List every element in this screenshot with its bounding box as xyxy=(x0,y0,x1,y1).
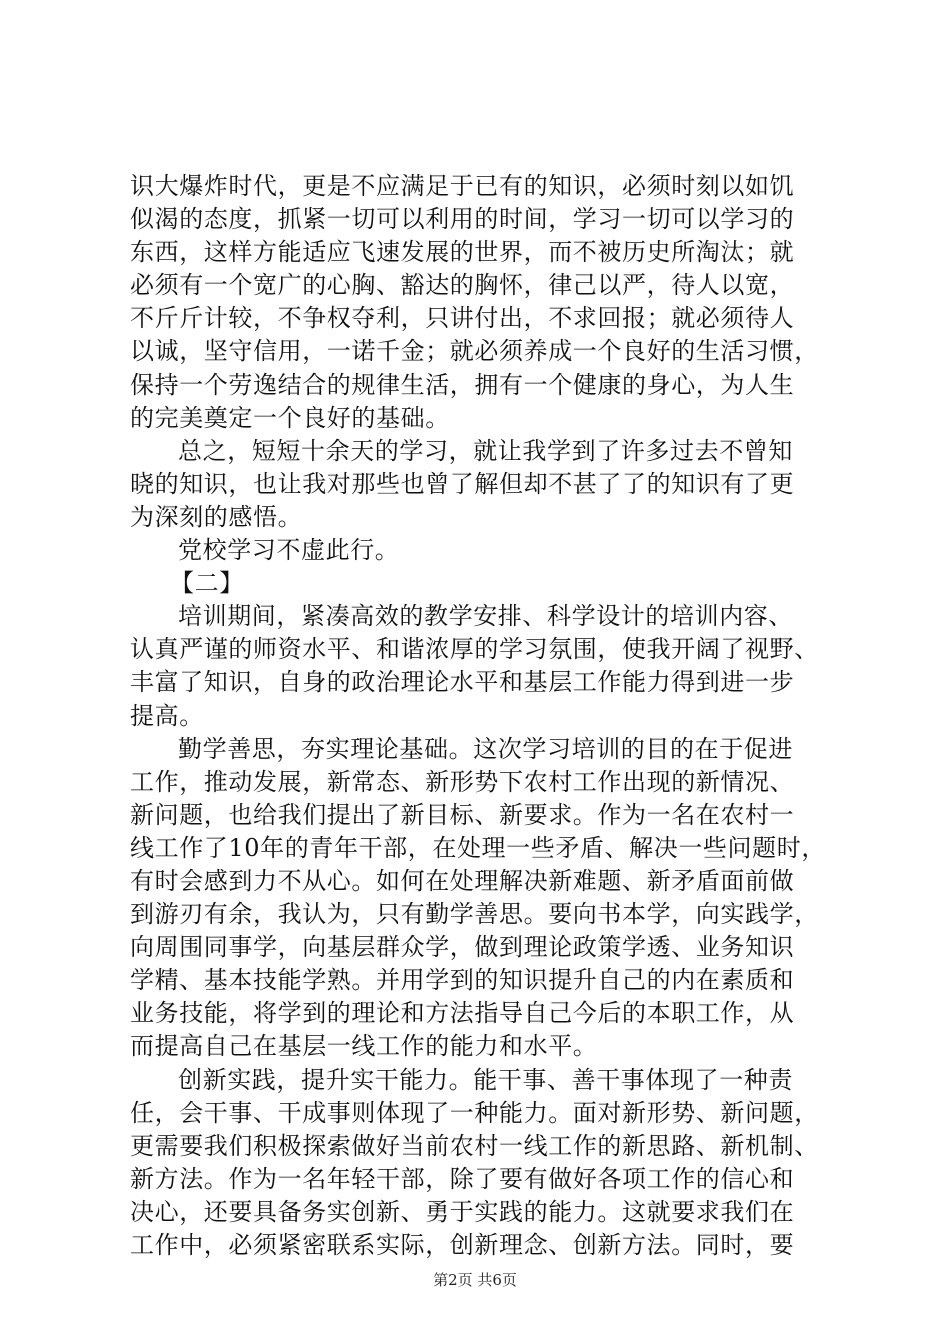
text-line: 认真严谨的师资水平、和谐浓厚的学习氛围，使我开阔了视野、 xyxy=(130,635,819,664)
text-line: 学精、基本技能学熟。并用学到的知识提升自己的内在素质和 xyxy=(130,966,795,995)
text-line: 新问题，也给我们提出了新目标、新要求。作为一名在农村一 xyxy=(130,800,795,829)
text-line: 似渴的态度，抓紧一切可以利用的时间，学习一切可以学习的 xyxy=(130,205,795,234)
paragraph-start-line: 党校学习不虚此行。 xyxy=(178,536,400,565)
text-line: 不斤斤计较，不争权夺利，只讲付出，不求回报；就必须待人 xyxy=(130,304,795,333)
paragraph-start-line: 勤学善思，夯实理论基础。这次学习培训的目的在于促进 xyxy=(178,734,793,763)
text-line: 有时会感到力不从心。如何在处理解决新难题、新矛盾面前做 xyxy=(130,866,795,895)
text-line: 向周围同事学，向基层群众学，做到理论政策学透、业务知识 xyxy=(130,933,795,962)
text-line: 任，会干事、干成事则体现了一种能力。面对新形势、新问题， xyxy=(130,1098,819,1127)
text-line: 提高。 xyxy=(130,701,204,730)
text-line: 到游刃有余，我认为，只有勤学善思。要向书本学，向实践学， xyxy=(130,900,819,929)
paragraph-start-line: 创新实践，提升实干能力。能干事、善干事体现了一种责 xyxy=(178,1065,793,1094)
text-line: 线工作了10年的青年干部，在处理一些矛盾、解决一些问题时， xyxy=(130,833,826,862)
page-number-footer: 第2页 共6页 xyxy=(433,1271,517,1289)
section-heading: 【二】 xyxy=(170,569,244,598)
text-line: 保持一个劳逸结合的规律生活，拥有一个健康的身心，为人生 xyxy=(130,370,795,399)
text-line: 的完美奠定一个良好的基础。 xyxy=(130,403,450,432)
paragraph-start-line: 培训期间，紧凑高效的教学安排、科学设计的培训内容、 xyxy=(178,602,793,631)
text-line: 工作中，必须紧密联系实际，创新理念、创新方法。同时，要 xyxy=(130,1231,795,1259)
document-body xyxy=(130,170,830,1262)
text-line: 丰富了知识，自身的政治理论水平和基层工作能力得到进一步 xyxy=(130,668,795,697)
text-line: 更需要我们积极探索做好当前农村一线工作的新思路、新机制、 xyxy=(130,1131,819,1160)
text-line: 晓的知识，也让我对那些也曾了解但却不甚了了的知识有了更 xyxy=(130,469,795,498)
paragraph-start-line: 总之，短短十余天的学习，就让我学到了许多过去不曾知 xyxy=(178,436,793,465)
text-line: 东西，这样方能适应飞速发展的世界，而不被历史所淘汰；就 xyxy=(130,238,795,267)
text-line: 决心，还要具备务实创新、勇于实践的能力。这就要求我们在 xyxy=(130,1197,795,1226)
text-line: 为深刻的感悟。 xyxy=(130,502,303,531)
text-line: 新方法。作为一名年轻干部，除了要有做好各项工作的信心和 xyxy=(130,1164,795,1193)
text-line: 业务技能，将学到的理论和方法指导自己今后的本职工作，从 xyxy=(130,999,795,1028)
text-line: 而提高自己在基层一线工作的能力和水平。 xyxy=(130,1032,598,1061)
text-line: 工作，推动发展，新常态、新形势下农村工作出现的新情况、 xyxy=(130,767,795,796)
text-line: 识大爆炸时代，更是不应满足于已有的知识，必须时刻以如饥 xyxy=(130,172,795,200)
text-line: 以诚，坚守信用，一诺千金；就必须养成一个良好的生活习惯， xyxy=(130,337,819,366)
text-line: 必须有一个宽广的心胸、豁达的胸怀，律己以严，待人以宽， xyxy=(130,271,795,300)
